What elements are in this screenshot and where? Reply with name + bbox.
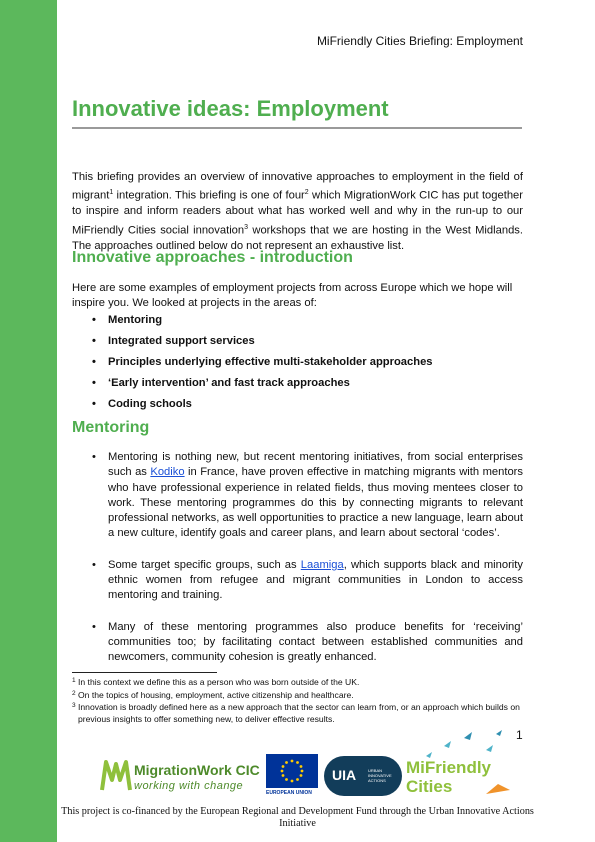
uia-label: UIA bbox=[332, 767, 357, 783]
mifriendly-line-2: Cities bbox=[406, 777, 453, 796]
list-item bbox=[92, 397, 522, 418]
intro-text-2: integration. This briefing is one of four bbox=[113, 190, 305, 203]
list-item bbox=[92, 558, 523, 604]
footnote bbox=[72, 677, 527, 689]
mifriendly-line-1: MiFriendly bbox=[406, 758, 492, 777]
footnote-number: 1 bbox=[72, 677, 76, 684]
list-item bbox=[92, 334, 522, 355]
footnote-number: 2 bbox=[72, 689, 76, 697]
page-number: 1 bbox=[516, 728, 523, 742]
intro-text-1: This briefing provides an overview of innovative approaches to employment in the field of migrant bbox=[72, 171, 523, 203]
footnotes bbox=[72, 677, 527, 726]
list-item bbox=[92, 450, 523, 542]
mifriendly-name bbox=[406, 758, 491, 796]
list-item-text: Some target specific groups, such as bbox=[108, 558, 301, 571]
section-heading-approaches: Innovative approaches - introduction bbox=[72, 249, 353, 266]
laamiga-link[interactable]: Laamiga bbox=[300, 558, 344, 571]
bullet-icon: • bbox=[92, 377, 96, 389]
footnote bbox=[72, 702, 527, 725]
footnote-text: On the topics of housing, employment, active citizenship and healthcare. bbox=[78, 689, 354, 700]
approaches-intro: Here are some examples of employment projects from across Europe which we hope will inspire you. We looked at projects in the areas of: bbox=[72, 282, 513, 310]
intro-text-3: which MigrationWork CIC has put together to inspire and inform readers about what has worked well and why in the run-up to our MiFriendly Cities social innovation bbox=[72, 190, 523, 237]
list-item-text: , which supports black and minority ethnic women from refugee and migrant communities in London to access mentoring and training. bbox=[108, 558, 523, 602]
eu-flag-icon bbox=[266, 754, 318, 788]
bullet-icon: • bbox=[92, 451, 96, 463]
footnote-text: In this context we define this as a person who was born outside of the UK. bbox=[78, 677, 360, 687]
mw-mark-icon bbox=[100, 758, 132, 794]
bullet-icon: • bbox=[92, 335, 96, 347]
eu-logo bbox=[266, 754, 318, 800]
page-title: Innovative ideas: Employment bbox=[72, 96, 389, 121]
list-item-text: in France, have proven effective in matching migrants with mentors who have professional experience in related fields, thus moving mentees closer to work. These mentoring programmes do this by connecting migrants to relevant professional networks, as well opportunities to practice a new language, learn about a new culture, identify goals and career plans, and learn about sectoral ‘codes’. bbox=[108, 466, 523, 540]
approaches-list bbox=[92, 313, 522, 418]
list-item-label: Principles underlying effective multi-stakeholder approaches bbox=[108, 356, 433, 368]
footnote-ref-3: 3 bbox=[244, 223, 249, 231]
footnote bbox=[72, 690, 527, 702]
bullet-icon: • bbox=[92, 558, 96, 571]
list-item bbox=[92, 313, 522, 334]
kodiko-link[interactable]: Kodiko bbox=[150, 466, 185, 479]
title-divider bbox=[72, 127, 522, 129]
running-header: MiFriendly Cities Briefing: Employment bbox=[316, 34, 523, 48]
footnote-number: 3 bbox=[72, 702, 76, 710]
footnote-text: Innovation is broadly defined here as a new approach that the sector can learn from, or an approach which builds on previous insights to offer something new, to deliver effective results. bbox=[78, 702, 520, 724]
list-item-label: Integrated support services bbox=[108, 335, 255, 347]
list-item-label: ‘Early intervention’ and fast track approaches bbox=[108, 377, 350, 389]
intro-paragraph bbox=[72, 170, 523, 254]
list-item-text: Many of these mentoring programmes also produce benefits for ‘receiving’ communities too; by facilitating contact between established communities and newcomers, community cohesion is greatly enhanced. bbox=[108, 620, 523, 664]
migrationwork-name: MigrationWork CIC bbox=[134, 762, 260, 778]
list-item bbox=[92, 355, 522, 376]
eu-label: EUROPEAN UNION bbox=[266, 790, 312, 796]
mentoring-list bbox=[92, 450, 523, 666]
bullet-icon: • bbox=[92, 620, 96, 633]
list-item-label: Mentoring bbox=[108, 314, 163, 326]
list-item-label: Coding schools bbox=[108, 398, 192, 410]
section-heading-mentoring: Mentoring bbox=[72, 419, 150, 436]
migrationwork-logo bbox=[100, 758, 260, 798]
cofinance-note: This project is co-financed by the European Regional and Development Fund through the Urban Innovative Actions Initiative bbox=[61, 806, 534, 829]
list-item bbox=[92, 620, 523, 666]
bird-icon bbox=[484, 780, 512, 800]
bullet-icon: • bbox=[92, 314, 96, 326]
footnote-divider bbox=[72, 672, 217, 673]
migrationwork-tagline: working with change bbox=[134, 780, 244, 792]
footnote-ref-2: 2 bbox=[304, 189, 309, 197]
bullet-icon: • bbox=[92, 356, 96, 368]
mifriendly-cities-logo bbox=[406, 758, 516, 802]
list-item-text: Mentoring is nothing new, but recent mentoring initiatives, from social enterprises such as bbox=[108, 451, 523, 479]
partner-logos bbox=[100, 728, 530, 802]
uia-sublabel: URBAN INNOVATIVE ACTIONS bbox=[368, 768, 392, 783]
uia-logo bbox=[324, 756, 402, 796]
intro-text-4: workshops that we are hosting in the West Midlands. The approaches outlined below do not represent an exhaustive list. bbox=[72, 224, 523, 252]
sidebar-accent-bar bbox=[0, 0, 57, 842]
list-item bbox=[92, 376, 522, 397]
bullet-icon: • bbox=[92, 398, 96, 410]
footnote-ref-1: 1 bbox=[109, 189, 114, 197]
